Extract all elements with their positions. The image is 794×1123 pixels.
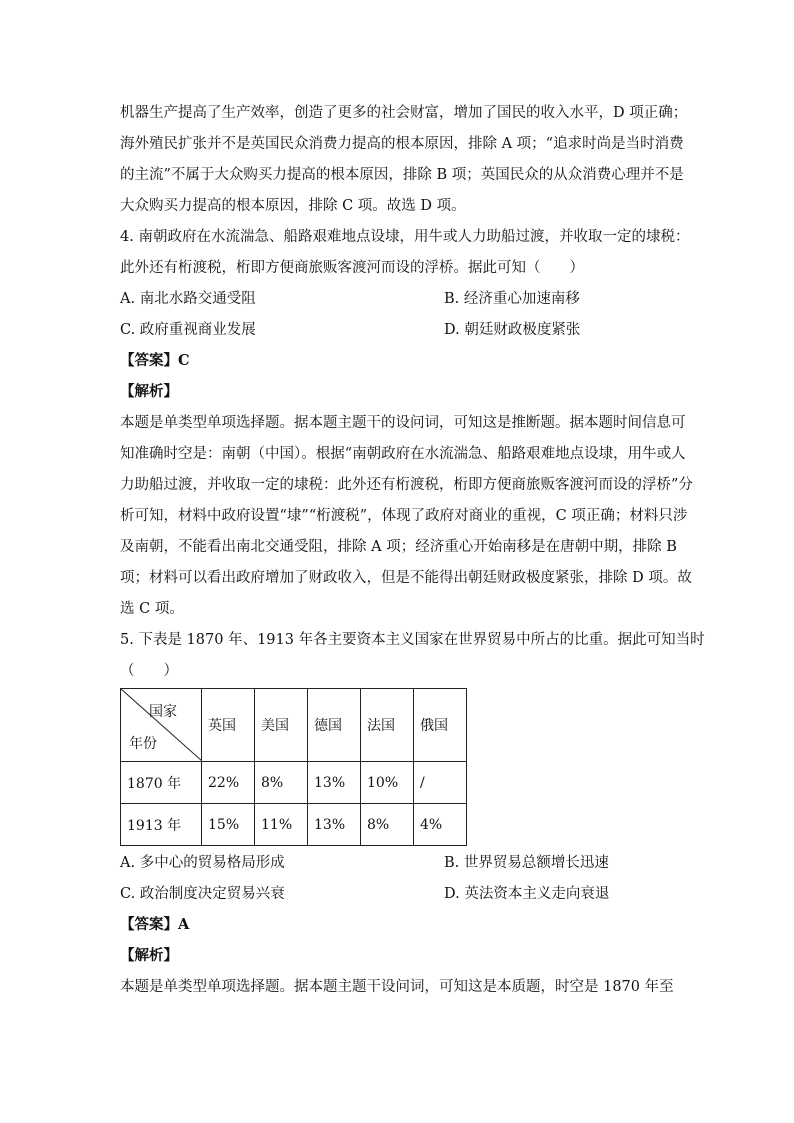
table-cell: 10% — [361, 762, 414, 804]
q5-answer: 【答案】A — [120, 916, 190, 933]
q5-analysis-label: 【解析】 — [120, 947, 178, 964]
table-cell: 11% — [255, 804, 308, 846]
intro-line: 大众购买力提高的根本原因，排除 C 项。故选 D 项。 — [120, 198, 466, 214]
table-row — [121, 762, 467, 804]
q4-analysis-line: 知准确时空是：南朝（中国）。根据“南朝政府在水流湍急、船路艰难地点设埭，用牛或人 — [120, 446, 686, 462]
header-cell: 法国 — [361, 689, 414, 762]
table-cell: 13% — [308, 804, 361, 846]
q4-option-a: A. 南北水路交通受阻 — [120, 291, 256, 307]
header-cell: 英国 — [202, 689, 255, 762]
table-cell: 15% — [202, 804, 255, 846]
q4-analysis-label: 【解析】 — [120, 383, 178, 400]
table-cell: 8% — [255, 762, 308, 804]
header-cell: 美国 — [255, 689, 308, 762]
q4-analysis-line: 力助船过渡，并收取一定的埭税：此外还有桁渡税，桁即方便商旅贩客渡河而设的浮桥”分 — [120, 477, 693, 493]
year-cell: 1913 年 — [121, 804, 202, 846]
q4-option-d: D. 朝廷财政极度紧张 — [444, 322, 581, 338]
table-cell: 8% — [361, 804, 414, 846]
q4-analysis-line: 本题是单类型单项选择题。据本题主题干的设问词，可知这是推断题。据本题时间信息可 — [120, 415, 686, 431]
header-cell: 俄国 — [414, 689, 467, 762]
q5-option-d: D. 英法资本主义走向衰退 — [444, 886, 610, 902]
trade-share-table — [120, 688, 467, 846]
q5-stem-line: （ ） — [120, 663, 178, 679]
q4-analysis-line: 项；材料可以看出政府增加了财政收入，但是不能得出朝廷财政极度紧张，排除 D 项。故 — [120, 570, 692, 586]
q5-stem-line: 5. 下表是 1870 年、1913 年各主要资本主义国家在世界贸易中所占的比重。据此可知当时 — [120, 632, 705, 648]
header-cell: 德国 — [308, 689, 361, 762]
table-header-row — [121, 689, 467, 762]
year-cell: 1870 年 — [121, 762, 202, 804]
q4-analysis-line: 选 C 项。 — [120, 601, 184, 617]
q4-stem-line: 此外还有桁渡税，桁即方便商旅贩客渡河而设的浮桥。据此可知（ ） — [120, 260, 584, 276]
q4-option-c: C. 政府重视商业发展 — [120, 322, 256, 338]
q5-option-c: C. 政治制度决定贸易兴衰 — [120, 886, 285, 902]
q5-analysis-line: 本题是单类型单项选择题。据本题主题干设问词，可知这是本质题，时空是 1870 年至 — [120, 979, 674, 995]
table-cell: / — [414, 762, 467, 804]
table-cell: 13% — [308, 762, 361, 804]
intro-line: 的主流”不属于大众购买力提高的根本原因，排除 B 项；英国民众的从众消费心理并不是 — [120, 167, 684, 183]
intro-line: 海外殖民扩张并不是英国民众消费力提高的根本原因，排除 A 项；“追求时尚是当时消费 — [120, 136, 684, 152]
table-row — [121, 804, 467, 846]
q4-analysis-line: 及南朝，不能看出南北交通受阻，排除 A 项；经济重心开始南移是在唐朝中期，排除 B — [120, 539, 677, 555]
q5-option-b: B. 世界贸易总额增长迅速 — [444, 855, 609, 871]
table-cell: 4% — [414, 804, 467, 846]
q4-answer: 【答案】C — [120, 352, 190, 369]
q5-option-a: A. 多中心的贸易格局形成 — [120, 855, 285, 871]
q4-option-b: B. 经济重心加速南移 — [444, 291, 580, 307]
q4-analysis-line: 析可知，材料中政府设置“埭”“桁渡税”，体现了政府对商业的重视，C 项正确；材料只涉 — [120, 508, 688, 524]
q4-stem-line: 4. 南朝政府在水流湍急、船路艰难地点设埭，用牛或人力助船过渡，并收取一定的埭税： — [120, 229, 690, 245]
table-corner-cell — [121, 689, 202, 762]
table-cell: 22% — [202, 762, 255, 804]
corner-label-year: 年份 — [129, 736, 157, 752]
intro-line: 机器生产提高了生产效率，创造了更多的社会财富，增加了国民的收入水平，D 项正确； — [120, 105, 688, 121]
corner-label-country: 国家 — [149, 704, 177, 720]
